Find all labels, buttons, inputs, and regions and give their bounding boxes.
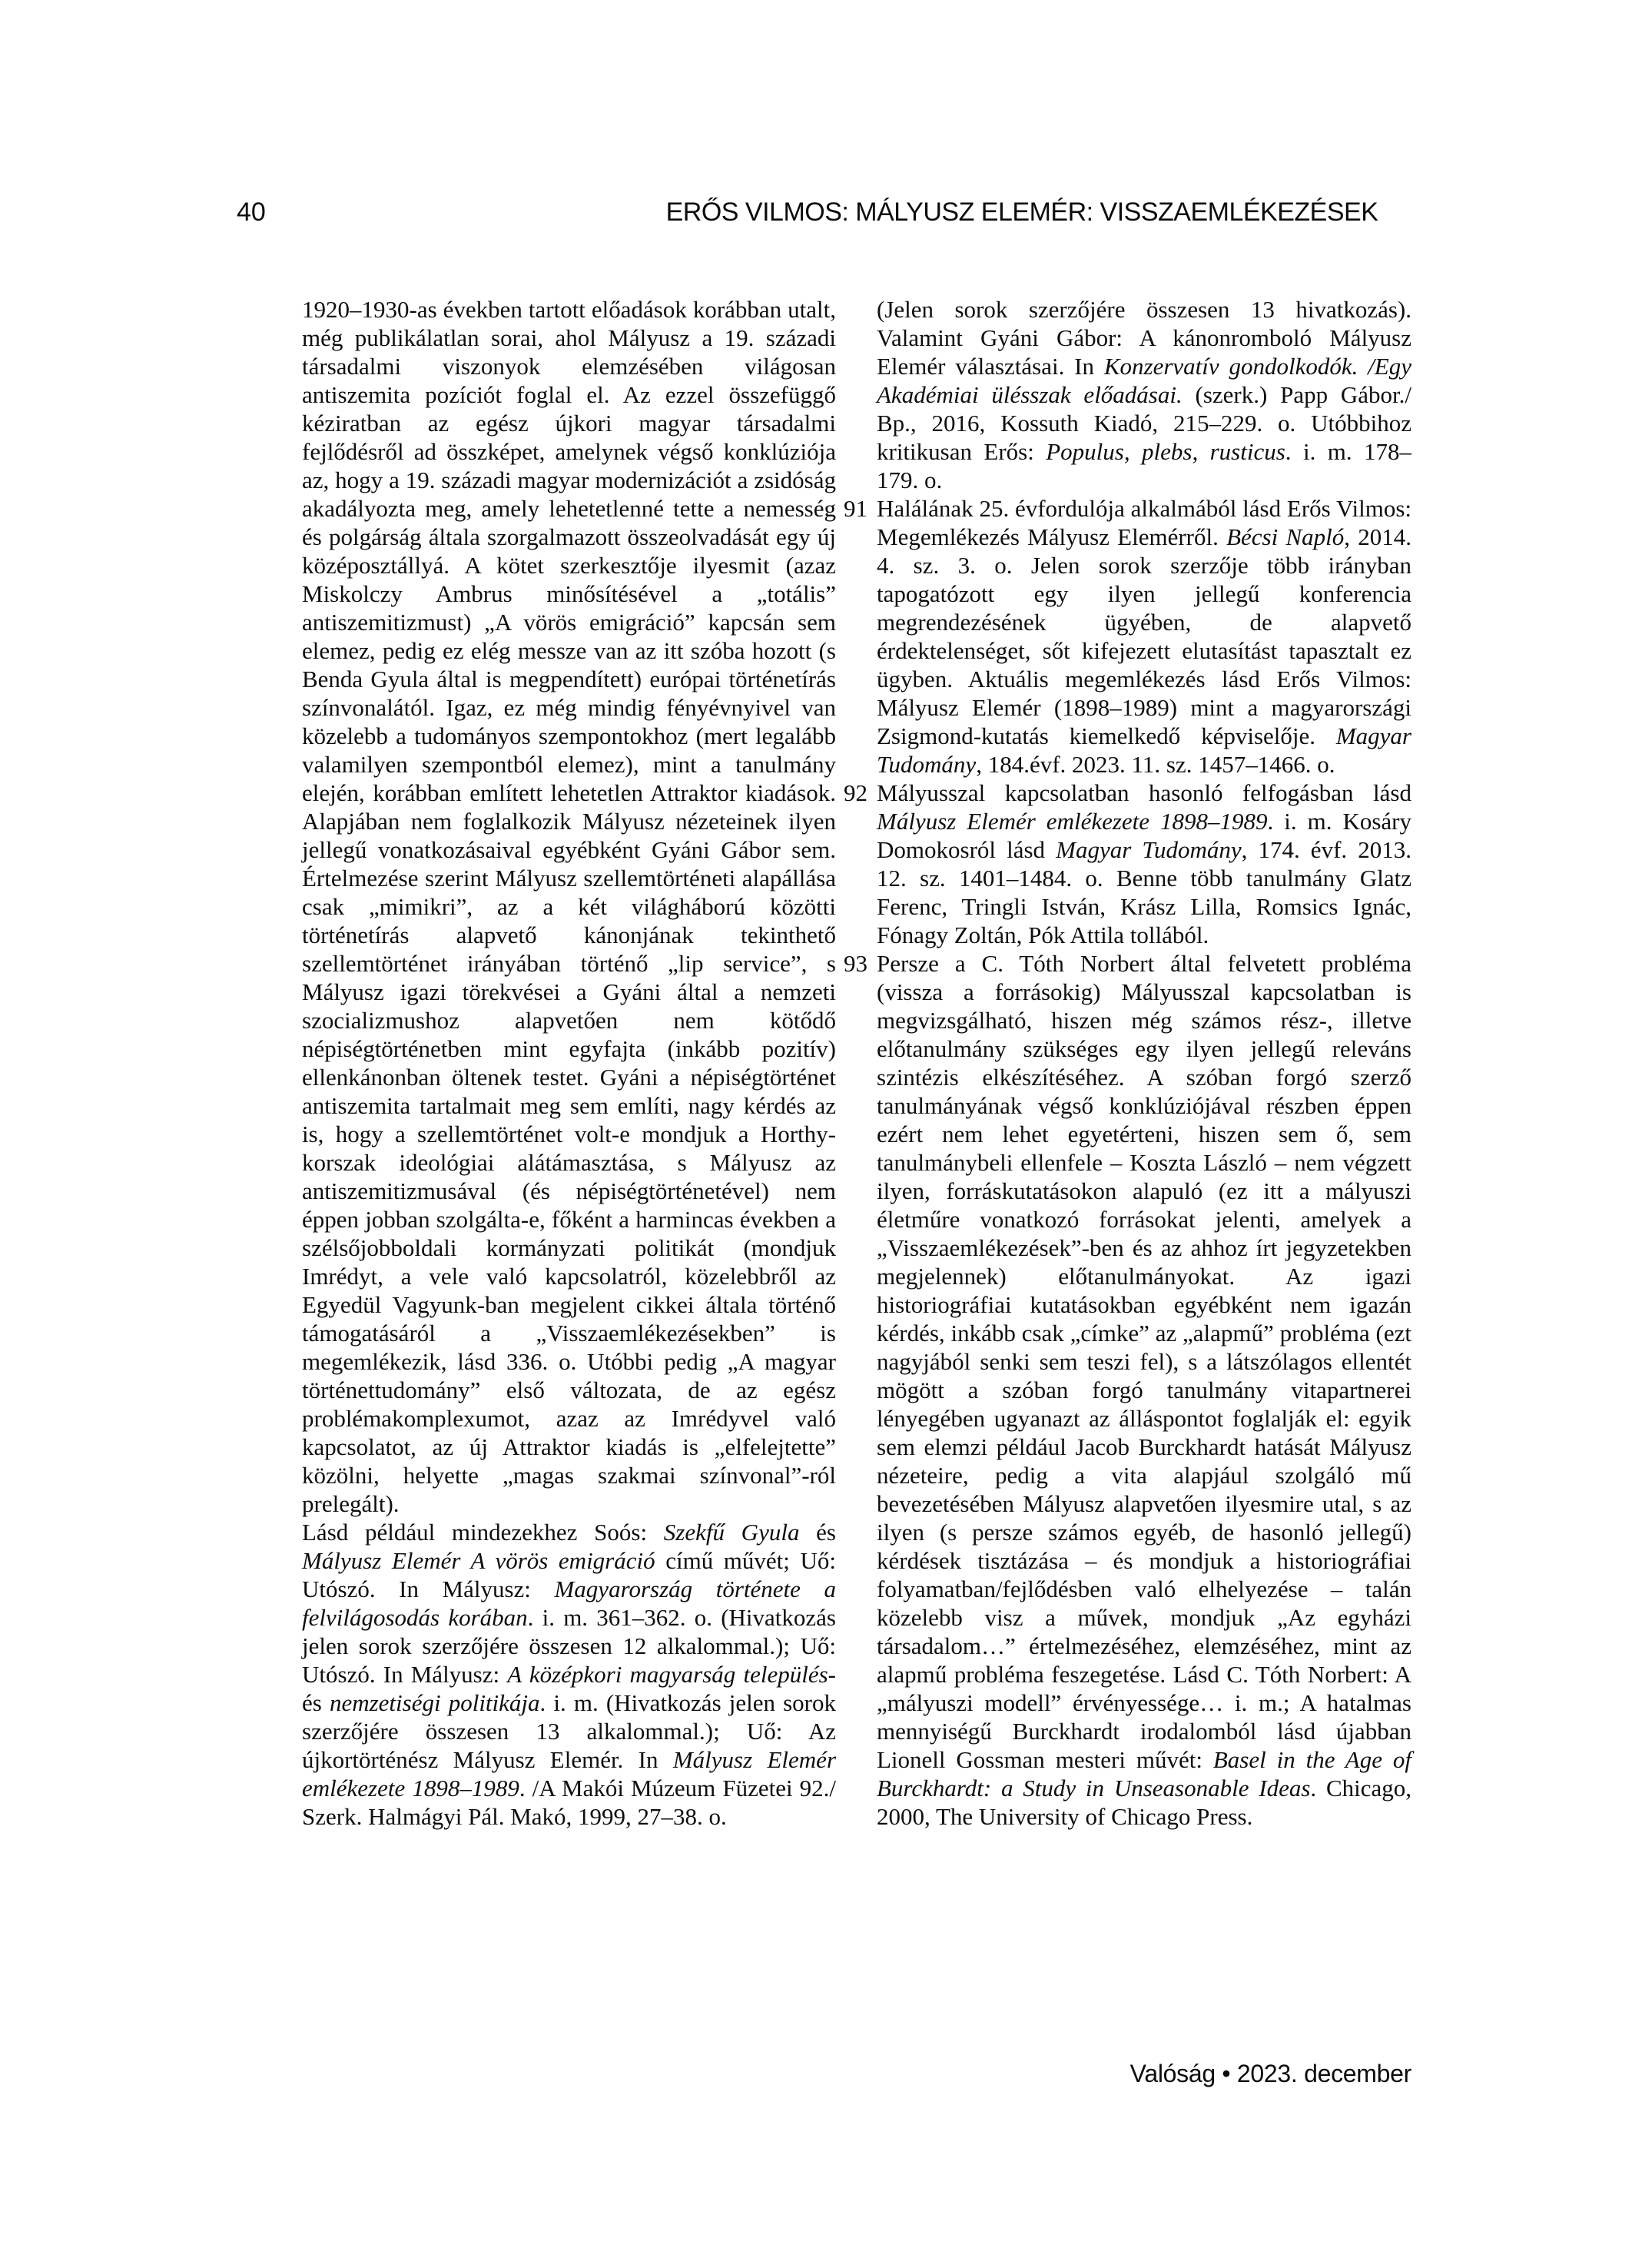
journal-issue-label: Valóság • 2023. december [1129,2060,1411,2087]
cited-work-title: Basel in the Age of Burckhardt: a Study in Unseasonable Ideas [877,1746,1411,1801]
page-footer [877,2060,1411,2087]
page-header [0,197,1632,231]
note-text-run: Persze a C. Tóth Norbert által felvetett probléma (vissza a forrásokig) Mályusszal kapcsolatban is megvizsgálható, hiszen még számos rész-, illetve előtanulmány szükséges egy ilyen jellegű releváns szintézis elkészítéséhez. A szóban forgó szerző tanulmányának végső konklúziójával részben éppen ezért nem lehet egyetérteni, hiszen sem ő, sem tanulmánybeli ellenfele – Koszta László – nem végzett ilyen, forráskutatásokon alapuló (ez itt a mályuszi életműre vonatkozó forrásokat jelenti, amelyek a „Visszaemlékezések”-ben és az ahhoz írt jegyzetekben megjelennek) előtanulmányokat. Az igazi historiográfiai kutatásokban egyébként nem igazán kérdés, inkább csak „címke” az „alapmű” probléma (ezt nagyjából senki sem teszi fel), s a látszólagos ellentét mögött a szóban forgó tanulmány vitapartnerei lényegében ugyanazt az álláspontot foglalják el: egyik sem elemzi például Jacob Burckhardt hatását Mályusz nézeteire, pedig a vita alapjául szolgáló mű bevezetésében Mályusz alapvetően ilyesmire utal, s az ilyen (s persze számos egyéb, de hasonló jellegű) kérdések tisztázása – és mondjuk a historiográfiai folyamatban/fejlődésben való elhelyezése – talán közelebb visz a művek, mondjuk „Az egyházi társadalom…” értelmezéséhez, elemzéséhez, mint az alapmű probléma feszegetése. Lásd C. Tóth Norbert: A „mályuszi modell” érvényessége… i. m.; A hatalmas mennyiségű Burckhardt irodalomból lásd újabban Lionell Gossman mesteri művét: [877,950,1411,1773]
note-text-run: . Chicago, 2000, The University of Chicago Press. [877,1775,1411,1830]
right-column [844,295,1412,1831]
endnote-91 [844,494,1412,779]
endnote-number: 91 [844,495,867,522]
note-text-run: , 174. évf. 2013. 12. sz. 1401–1484. o. Benne több tanulmány Glatz Ferenc, Tringli István, Krász Lilla, Romsics Ignác, Fónagy Zoltán, Pók Attila tollából. [877,836,1411,948]
note-text-run: , 2014. 4. sz. 3. o. Jelen sorok szerzője több irányban tapogatózott egy ilyen jellegű konferencia megrendezésének ügyében, de alapvető érdektelenséget, sőt kifejezett elutasítást tapasztalt ez ügyben. Aktuális megemlékezés lásd Erős Vilmos: Mályusz Elemér (1898–1989) mint a magyarországi Zsigmond-kutatás kiemelkedő képviselője. [877,523,1412,749]
note-text-run: . i. m. Kosáry Domokosról lásd [877,808,1411,863]
note-text-run: Mályusszal kapcsolatban hasonló felfogásban lásd [877,779,1411,806]
note-text-run: . i. m. 361–362. o. (Hivatkozás jelen sorok szerzőjére összesen 12 alkalommal.); Uő: Utószó. In Mályusz: [302,1604,836,1688]
note-text-run: Halálának 25. évfordulója alkalmából lásd Erős Vilmos: Megemlékezés Mályusz Elemérről. [877,495,1411,550]
endnote-paragraph [302,1518,836,1831]
cited-work-title: Magyarország története a felvilágosodás korában [302,1576,836,1631]
cited-work-title: Magyar Tudomány [877,722,1411,778]
cited-work-title: Populus, plebs, rusticus [1046,438,1285,465]
cited-work-title: Konzervatív gondolkodók. /Egy Akadémiai ülésszak előadásai. [877,353,1412,408]
note-text-run: (Jelen sorok szerzőjére összesen 13 hivatkozás). Valamint Gyáni Gábor: A kánonromboló Mályusz Elemér választásai. In [877,296,1411,380]
cited-work-title: Bécsi Napló [1226,523,1345,550]
note-text-run: és [799,1519,836,1546]
note-text-run: . i. m. 178–179. o. [877,438,1411,493]
endnote-text [302,296,836,1517]
note-text-run: Lásd például mindezekhez Soós: [302,1519,664,1546]
endnote-text [302,1519,836,1830]
cited-work-title: Mályusz Elemér A vörös emigráció [302,1547,655,1574]
text-columns [302,295,1411,1831]
cited-work-title: Mályusz Elemér emlékezete 1898–1989 [302,1746,837,1801]
endnote-text [877,779,1411,948]
endnote-number: 93 [844,950,867,977]
note-text-run: és [302,1689,330,1716]
cited-work-title: Magyar Tudomány [1056,836,1242,863]
cited-work-title: A középkori magyarság település- [507,1661,836,1688]
cited-work-title: Mályusz Elemér emlékezete 1898–1989 [877,808,1268,835]
note-text-run: című művét; Uő: Utószó. In Mályusz: [302,1547,836,1602]
endnote-number: 92 [844,779,867,806]
page-number: 40 [237,198,266,227]
endnote-continuation [302,295,836,1518]
endnote-continuation [877,295,1411,494]
note-text-run: (szerk.) Papp Gábor./ Bp., 2016, Kossuth Kiadó, 215–229. o. Utóbbihoz kritikusan Erős: [877,381,1411,465]
note-text-run: . i. m. (Hivatkozás jelen sorok szerzőjére összesen 13 alkalommal.); Uő: Az újkortörténész Mályusz Elemér. In [302,1689,836,1773]
left-column [302,295,836,1831]
endnote-text [877,296,1411,493]
endnote-92 [844,779,1411,949]
note-text-run: , 184.évf. 2023. 11. sz. 1457–1466. o. [976,751,1335,778]
endnote-text [877,950,1411,1830]
cited-work-title: nemzetiségi politikája [329,1689,540,1716]
cited-work-title: Szekfű Gyula [663,1519,800,1546]
endnote-text [877,495,1411,778]
note-text-run: . /A Makói Múzeum Füzetei 92./ Szerk. Halmágyi Pál. Makó, 1999, 27–38. o. [302,1775,837,1830]
running-title: ERŐS VILMOS: MÁLYUSZ ELEMÉR: VISSZAEMLÉKEZÉSEK [665,198,1378,227]
note-text-run: 1920–1930-as években tartott előadások korábban utalt, még publikálatlan sorai, ahol Mályusz a 19. századi társadalmi viszonyok elemzésében világosan antiszemita pozíciót foglal el. Az ezzel összefüggő kéziratban az egész újkori magyar társadalmi fejlődésről ad összképet, amelynek végső konklúziója az, hogy a 19. századi magyar modernizációt a zsidóság akadályozta meg, amely lehetetlenné tette a nemesség és polgárság általa szorgalmazott összeolvadását egy új középosztállyá. A kötet szerkesztője ilyesmit (azaz Miskolczy Ambrus minősítésével a „totális” antiszemitizmust) „A vörös emigráció” kapcsán sem elemez, pedig ez elég messze van az itt szóba hozott (s Benda Gyula által is megpendített) európai történetírás színvonalától. Igaz, ez még mindig fényévnyivel van közelebb a tudományos szempontokhoz (mert legalább valamilyen szempontból elemez), mint a tanulmány elején, korábban említett lehetetlen Attraktor kiadások. Alapjában nem foglalkozik Mályusz nézeteinek ilyen jellegű vonatkozásaival egyébként Gyáni Gábor sem. Értelmezése szerint Mályusz szellemtörténeti alapállása csak „mimikri”, az a két világháború közötti történetírás alapvető kánonjának tekinthető szellemtörténet irányában történő „lip service”, s Mályusz igazi törekvései a Gyáni által a nemzeti szocializmushoz alapvetően nem kötődő népiségtörténetben mint egyfajta (inkább pozitív) ellenkánonban öltenek testet. Gyáni a népiségtörténet antiszemita tartalmait meg sem említi, nagy kérdés az is, hogy a szellemtörténet volt-e mondjuk a Horthy-korszak ideológiai alátámasztása, s Mályusz az antiszemitizmusával (és népiségtörténetével) nem éppen jobban szolgálta-e, főként a harmincas években a szélsőjobboldali kormányzati politikát (mondjuk Imrédyt, a vele való kapcsolatról, közelebbről az Egyedül Vagyunk-ban megjelent cikkei általa történő támogatásáról a „Visszaemlékezésekben” is megemlékezik, lásd 336. o. Utóbbi pedig „A magyar történettudomány” első változata, de az egész problémakomplexumot, azaz az Imrédyvel való kapcsolatot, az új Attraktor kiadás is „elfelejtette” közölni, helyette „magas szakmai színvonal”-ról prelegált). [302,296,836,1517]
endnote-93 [844,949,1411,1831]
